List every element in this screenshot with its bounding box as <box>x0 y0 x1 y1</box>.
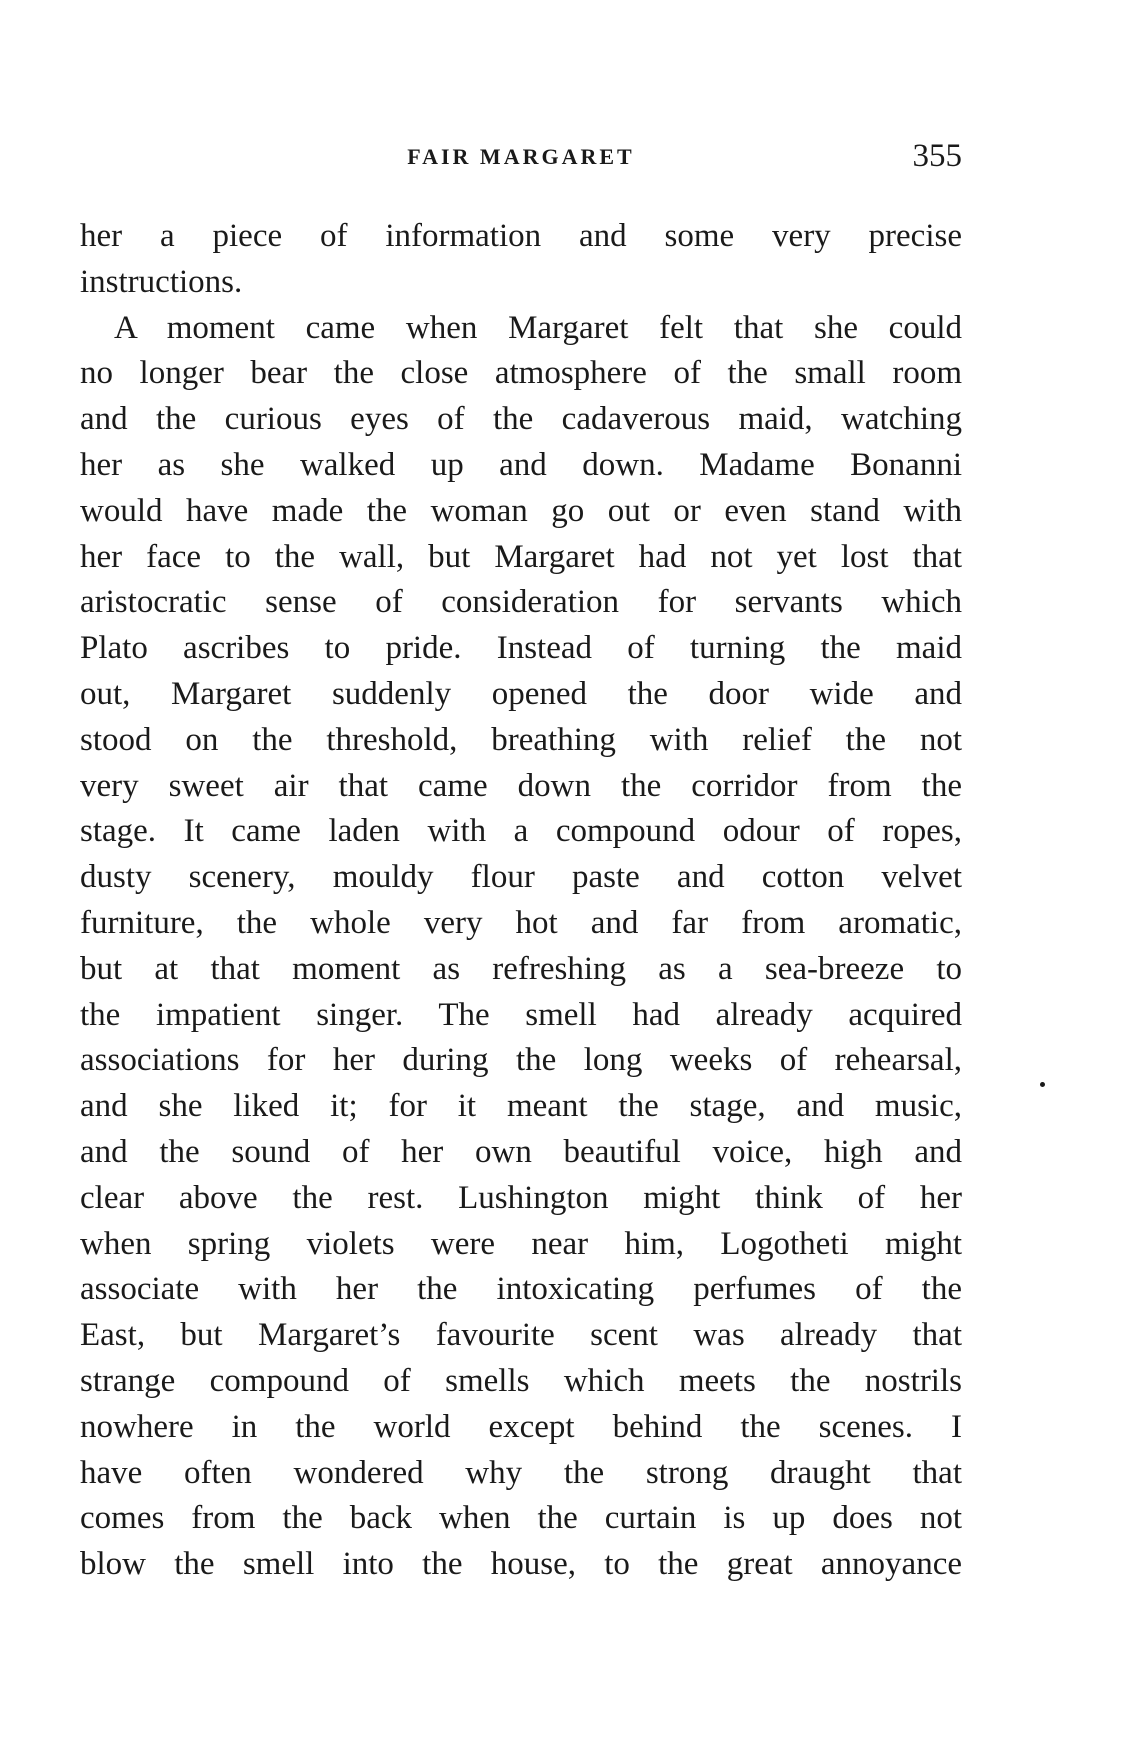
text-line: out, Margaret suddenly opened the door wide and <box>80 675 962 712</box>
text-line: associate with her the intoxicating perfumes of the <box>80 1271 962 1308</box>
text-line: would have made the woman go out or even stand with <box>80 492 962 529</box>
text-line: instructions. <box>80 263 243 300</box>
text-line: but at that moment as refreshing as a sea-breeze to <box>80 950 962 987</box>
text-line: when spring violets were near him, Logotheti might <box>80 1225 962 1262</box>
running-head <box>80 138 962 178</box>
page-number: 355 <box>912 138 962 174</box>
text-line: furniture, the whole very hot and far from aromatic, <box>80 904 962 941</box>
text-line: no longer bear the close atmosphere of the small room <box>80 355 962 392</box>
text-line: the impatient singer. The smell had already acquired <box>80 996 962 1033</box>
text-line: stage. It came laden with a compound odour of ropes, <box>80 813 962 850</box>
text-line: strange compound of smells which meets the nostrils <box>80 1362 962 1399</box>
text-line: clear above the rest. Lushington might think of her <box>80 1179 962 1216</box>
text-line: dusty scenery, mouldy flour paste and cotton velvet <box>80 859 962 896</box>
text-line: aristocratic sense of consideration for servants which <box>80 584 962 621</box>
text-line: and she liked it; for it meant the stage, and music, <box>80 1088 962 1125</box>
text-line: her face to the wall, but Margaret had not yet lost that <box>80 538 962 575</box>
text-line: stood on the threshold, breathing with relief the not <box>80 721 962 758</box>
text-line: and the sound of her own beautiful voice, high and <box>80 1133 962 1170</box>
body-text <box>80 214 962 1588</box>
text-line: A moment came when Margaret felt that she could <box>114 309 962 346</box>
text-line: blow the smell into the house, to the great annoyance <box>80 1546 962 1583</box>
text-line: her as she walked up and down. Madame Bonanni <box>80 446 962 483</box>
running-title: FAIR MARGARET <box>407 144 635 169</box>
stray-ink-mark <box>1040 1082 1045 1087</box>
text-line: comes from the back when the curtain is up does not <box>80 1500 962 1537</box>
text-line: Plato ascribes to pride. Instead of turning the maid <box>80 630 962 667</box>
text-line: East, but Margaret’s favourite scent was already that <box>80 1317 962 1354</box>
text-line: nowhere in the world except behind the scenes. I <box>80 1408 962 1445</box>
text-line: and the curious eyes of the cadaverous maid, watching <box>80 401 962 438</box>
text-line: have often wondered why the strong draught that <box>80 1454 962 1491</box>
text-line: associations for her during the long weeks of rehearsal, <box>80 1042 962 1079</box>
text-line: very sweet air that came down the corridor from the <box>80 767 962 804</box>
text-line: her a piece of information and some very precise <box>80 218 962 254</box>
